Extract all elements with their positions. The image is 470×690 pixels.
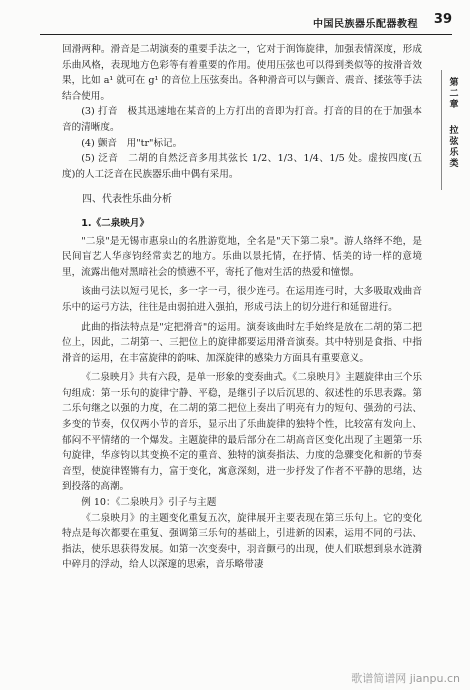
paragraph-slide-continued: 回滑两种。滑音是二胡演奏的重要手法之一，它对于润饰旋律，加强表情深度，形成乐曲风格，表现地方色彩等有着重要的作用。使用压弦也可以得到类似等的按滑音效果，比如 a¹ 就可在 g¹ 的音位上压弦奏出。各种滑音可以与颤音、震音、揉弦等手法结合使用。 [62, 44, 422, 102]
paragraph-strike-note: (3) 打音 极其迅速地在某音的上方打出的音即为打音。打音的目的在于加强本音的清晰度。 [62, 106, 422, 133]
book-title: 中国民族器乐配器教程 [313, 19, 418, 30]
side-tab-chapter: 第二章 [449, 78, 459, 110]
side-tab-section: 拉弦乐类 [449, 126, 459, 169]
paragraph-trill: (4) 颤音 用"tr"标记。 [81, 137, 183, 149]
page-number: 39 [433, 12, 452, 27]
section-heading: 四、代表性乐曲分析 [82, 194, 172, 206]
running-header [40, 8, 452, 35]
paragraph-bowing: 该曲弓法以短弓见长，多一字一弓，很少连弓。在运用连弓时，大多吸取戏曲音乐中的运弓方法，往往是由弱拍进入强拍，形成弓法上的切分进行和延留进行。 [62, 286, 422, 313]
paragraph-fingering: 此曲的指法特点是"定把滑音"的运用。演奏该曲时左手始终是放在二胡的第二把位上，因此，二胡第一、三把位上的旋律都要运用滑音演奏。其中特别是食指、中指滑音的运用，在丰富旋律的韵味、加深旋律的感染力方面具有重要意义。 [62, 321, 422, 364]
piece-heading: 1.《二泉映月》 [81, 217, 150, 229]
chapter-side-tab [441, 70, 464, 190]
paragraph-structure: 《二泉映月》共有六段，是单一形象的变奏曲式。《二泉映月》主题旋律由三个乐句组成：第一乐句的旋律宁静、平稳，是继引子以后沉思的、叙述性的乐思表露。第二乐句继之以强的力度，在二胡的第二把位上奏出了明亮有力的短句、强劲的弓法、多变的节奏，仅仅两小节的音乐，显示出了乐曲旋律的独特个性，比较富有发向上、郁闷不平情绪的一个爆发。主题旋律的最后部分在二胡高音区变化出现了主题第一乐句旋律，华彦钧以其变换不定的重音、独特的演奏指法、力度的急骤变化和新的节奏音型，使旋律铿锵有力，富于变化，寓意深刻，进一步抒发了作者不平静的思绪，达到投落的高潮。 [62, 372, 422, 493]
site-watermark: 歌谱简谱网 jianpu.cn [351, 672, 460, 685]
paragraph-intro: "二泉"是无锡市惠泉山的名胜游览地，全名是"天下第二泉"。游人络绎不绝，是民间盲艺人华彦钧经常卖艺的地方。乐曲以景托情，在抒情、恬美的诗一样的意境里，流露出他对黑暗社会的愤懑不平，寄托了他对生活的热爱和憧憬。 [62, 235, 422, 278]
body-text [62, 42, 422, 573]
example-caption: 例 10：《二泉映月》引子与主题 [81, 497, 217, 509]
paragraph-harmonics: (5) 泛音 二胡的自然泛音多用其弦长 1/2、1/3、1/4、1/5 处。虚按四度(五度)的人工泛音在民族器乐曲中偶有采用。 [62, 153, 422, 180]
paragraph-variation: 《二泉映月》的主题变化重复五次，旋律展开主要表现在第三乐句上。它的变化特点是每次都要在重复、强调第三乐句的基础上，引进新的因素，运用不同的弓法、指法，使乐思获得发展。如第一次变奏中，羽音颤弓的出现，使人们联想到泉水涟漪中碎月的浮动，给人以深邃的思索，音乐略带凄 [62, 512, 422, 571]
